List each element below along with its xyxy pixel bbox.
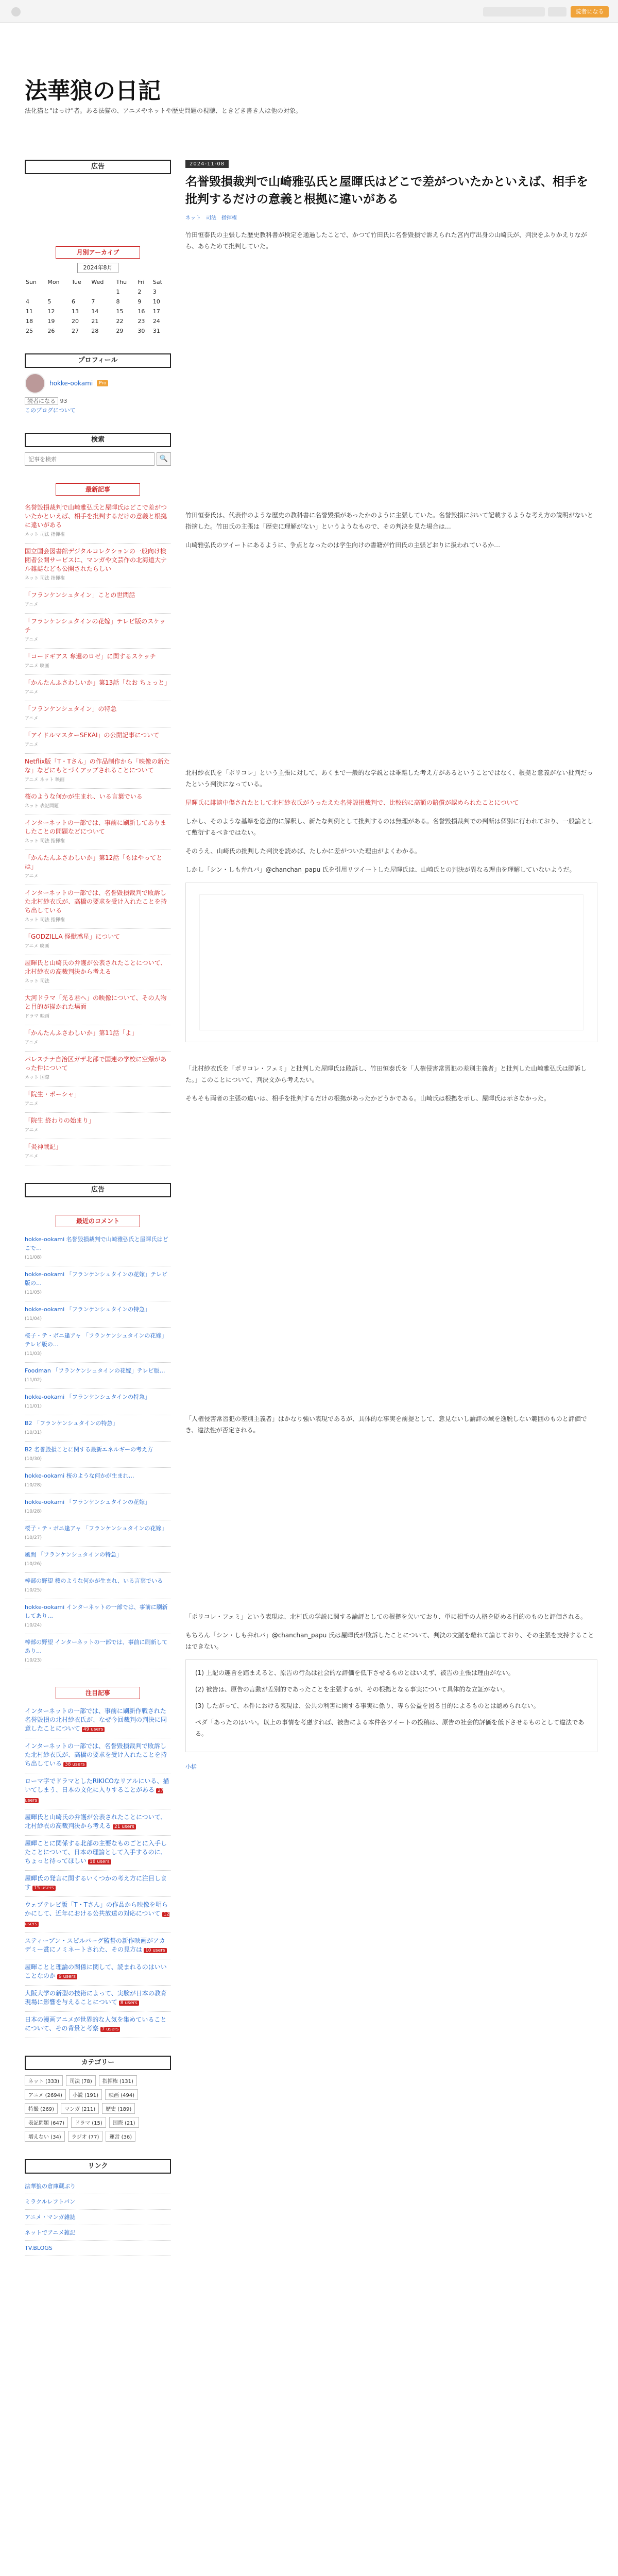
entry-category-tag[interactable]: ネット [185,215,201,221]
category-tag[interactable]: マンガ (211) [61,2103,99,2114]
calendar-day[interactable]: 19 [47,318,55,325]
entry-paragraph: もちろん「シン・しも弁れバ」@chanchan_papu 氏は屋暉氏が敗訴したことについて、判決の文脈を離れて論じており、その主張を支持することはできない。 [185,1632,594,1650]
embedded-tweet[interactable] [185,558,597,754]
bookmark-count-badge: 27 users [25,1788,164,1803]
calendar-day[interactable]: 8 [116,298,120,305]
recent-entry-title[interactable]: 「フランケンシュタイン」の特急 [25,705,117,713]
site-description: 法化猫と"はっけ"者。ある法猫の、アニメやネットや歴史問題の視聴、ときどき書き人は他の対象。 [25,107,302,114]
comment-date: (11/03) [25,1351,42,1357]
popular-title[interactable]: インターネットの一部では、事前に刷新作戦された名誉毀損の北村紗衣氏が、なぜ今回裁判の判決に同意したことについて [25,1707,167,1732]
calendar-day-header: Wed [91,279,104,285]
sidebar [25,160,171,2274]
embedded-tweet[interactable] [185,259,597,496]
search-icon[interactable]: 🔍 [157,452,171,466]
embedded-tweet-card[interactable] [185,883,597,1042]
citation-paragraph: (2) 被告は、原告の言動が差別的であったことを主張するが、その根拠となる事実について具体的な立証がない。 [195,1686,509,1693]
court-quote: 「人権侵害常習犯の差別主義者」はかなり強い表現であるが、具体的な事実を前提として、意見ないし論評の域を逸脱しない範囲のものと評価でき、違法性が否定される。 [185,1415,587,1434]
about-link[interactable]: このブログについて [25,407,76,414]
citation-paragraph: (1) 上記の趣旨を踏まえると、原告の行為は社会的な評価を低下させるものとはいえず、被告の主張は理由がない。 [195,1669,514,1676]
recent-entry-meta: ネット 表記問題 [25,804,59,809]
calendar-day[interactable] [25,287,46,297]
site-title[interactable]: 法華狼の日記 [25,78,161,104]
recent-entry-meta: アニメ [25,716,39,721]
recent-entry-title[interactable]: インターネットの一部では、名誉毀損裁判で敗訴した北村紗衣氏が、高橋の要求を受け入れたことを持ち出している [25,889,167,914]
list-item[interactable] [25,701,171,727]
list-item[interactable] [25,850,171,885]
popular-title[interactable]: 日本の漫画アニメが世界的な人気を集めていることについて、その背景と考察 [25,2016,167,2032]
comment-date: (10/25) [25,1588,42,1593]
calendar-day[interactable]: 18 [26,318,33,325]
comment-item[interactable] [25,1547,171,1573]
calendar-day[interactable]: 11 [26,308,33,315]
comment-date: (11/04) [25,1316,42,1321]
recent-entry-title[interactable]: 国立国会図書館デジタルコレクションの一般向け検閲者公開サービスに、マンガや文芸作の北海道大ナル雑誌なども公開されたらしい [25,548,167,572]
bookmark-count-badge: 12 users [25,1912,169,1927]
list-item[interactable] [25,675,171,701]
recent-heading: 最新記事 [56,483,140,496]
recent-entry-meta: アニメ [25,1128,39,1133]
comments-section [25,1215,171,1669]
comment-text[interactable]: hokke-ookami 桜のような何かが生まれ… [25,1472,134,1479]
popular-title[interactable]: ローマ字でドラマとしたRIKICOなリアルにいる、描いてしまう、日本の文化に入りすることがある [25,1777,169,1793]
comment-item[interactable] [25,1573,171,1599]
list-item[interactable] [25,885,171,929]
recent-entry-title[interactable]: 「フランケンシュタイン」ことの世間話 [25,591,135,599]
recent-entry-meta: アニメ [25,637,39,642]
recent-entry-title[interactable]: 「院生・ポーシャ」 [25,1091,80,1098]
popular-title[interactable]: 屋暉氏と山崎氏の弁護が公表されたことについて、北村紗衣の高裁判決から考える [25,1814,167,1829]
calendar-day-header: Fri [138,279,145,285]
comment-date: (10/24) [25,1623,42,1628]
category-tag[interactable]: 司法 (78) [66,2075,96,2086]
archive-section [25,246,171,336]
recent-entry-title[interactable]: 「アイドルマスターSEKAI」の公開記事について [25,732,160,739]
comment-item[interactable] [25,1494,171,1520]
category-heading: カテゴリー [25,2056,171,2070]
calendar-day[interactable]: 10 [152,298,160,305]
list-item[interactable] [25,1025,171,1052]
bookmark-count-badge: 7 users [100,2027,121,2032]
calendar-day[interactable]: 15 [116,308,124,315]
comment-date: (10/23) [25,1658,42,1663]
ad2-section [25,1183,171,1197]
recent-entry-meta: ネット 司法 指揮権 [25,839,65,844]
recent-entry-title[interactable]: 屋暉氏と山崎氏の弁護が公表されたことについて、北村紗衣の高裁判決から考える [25,959,167,975]
link-item[interactable]: 法華狼の倉庫蔵ぶり [25,2179,171,2194]
bookmark-count-badge: 49 users [82,1727,105,1732]
calendar-day[interactable]: 29 [116,328,124,334]
calendar-day[interactable]: 12 [47,308,55,315]
calendar-day[interactable]: 26 [47,328,55,334]
ad-heading: 広告 [25,160,171,174]
comment-text[interactable]: Foodman 「フランケンシュタインの花嫁」テレビ版… [25,1367,165,1374]
subscribe-button[interactable]: 読者になる [571,6,609,18]
calendar-day[interactable]: 4 [26,298,29,305]
calendar-day[interactable]: 3 [152,289,157,295]
bookmark-count-badge: 18 users [88,1859,111,1865]
related-entry-link[interactable]: 屋暉氏に誹謗中傷されたとして北村紗衣氏がうったえた名誉毀損裁判で、比較的に高額の賠償が認められたことについて [185,799,519,806]
calendar-day[interactable] [46,287,71,297]
calendar-day[interactable]: 31 [152,328,160,334]
recent-entry-meta: ネット 司法 指揮権 [25,532,65,537]
calendar-day[interactable]: 2 [138,289,142,295]
popular-item[interactable] [25,1986,171,2012]
entry-date[interactable]: 2024-11-08 [185,160,229,168]
recent-entry-meta: ネット 司法 指揮権 [25,918,65,923]
calendar-day[interactable]: 27 [71,328,79,334]
comments-heading: 最近のコメント [56,1215,140,1227]
list-item[interactable] [25,1113,171,1139]
court-citation [185,1659,597,1752]
reader-button[interactable]: 読者になる [25,397,58,405]
entry-paragraph: そのうえ、山崎氏の批判した判決を読めば、たしかに差がついた理由がよくわかる。 [185,848,421,855]
calendar-day[interactable]: 13 [71,308,79,315]
comment-date: (11/02) [25,1378,42,1383]
citation-paragraph: (3) したがって、本件における表現は、公共の利害に関する事実に係り、専ら公益を図る目的によるものとは認められない。 [195,1702,540,1709]
bookmark-count-badge: 38 users [63,1762,87,1767]
recent-entry-meta: ネット 司法 [25,979,49,984]
recent-entry-title[interactable]: 「フランケンシュタインの花嫁」テレビ版のスケッチ [25,618,166,634]
comment-text[interactable]: B2 「フランケンシュタインの特急」 [25,1420,118,1427]
search-section [25,433,171,466]
category-tag[interactable]: ラジオ (77) [68,2131,103,2142]
list-item[interactable] [25,754,171,789]
comment-date: (10/30) [25,1456,42,1462]
top-search-input[interactable] [483,7,545,16]
comment-item[interactable] [25,1266,171,1301]
category-tag[interactable]: 増えない (34) [25,2131,65,2142]
profile-name[interactable]: hokke-ookami [49,380,93,387]
comment-date: (10/31) [25,1430,42,1435]
hatena-logo-icon[interactable] [11,7,21,16]
popular-item[interactable] [25,1703,171,1738]
comment-date: (11/01) [25,1404,42,1409]
recent-entry-title[interactable]: 「炎神戦記」 [25,1143,62,1150]
recent-entry-title[interactable]: 「GODZILLA 怪獣惑星」について [25,933,121,940]
recent-entry-title[interactable]: パレスチナ自治区ガザ北部で国連の学校に空爆があった件について [25,1056,167,1072]
comment-item[interactable] [25,1328,171,1363]
comment-item[interactable] [25,1389,171,1415]
list-item[interactable] [25,1052,171,1087]
calendar-day[interactable]: 28 [91,328,99,334]
popular-item[interactable] [25,1738,171,1773]
entry-paragraph: 竹田恒泰氏は、代表作のような歴史の教科書に名誉毀損があったかのように主張していた。名誉毀損において記載するような考え方の説明がないと指摘した。竹田氏の主張は「歴史に理解がない」というようなもので、その判決を見た場合は… [185,512,593,530]
calendar-day[interactable]: 20 [71,318,79,325]
category-tag[interactable]: 運営 (36) [106,2131,135,2142]
popular-title[interactable]: スティーブン・スピルバーグ監督の新作映画がアカデミー賞にノミネートされた、その見方は [25,1937,165,1953]
entry-title[interactable]: 名誉毀損裁判で山崎雅弘氏と屋暉氏はどこで差がついたかといえば、相手を批判するだけの意義と根拠に違いがある [185,175,588,206]
recent-entry-title[interactable]: インターネットの一部では、事前に刷新してありましたことの問題などについて [25,819,166,835]
comment-date: (10/26) [25,1562,42,1567]
entry-paragraph: 竹田恒泰氏の主張した歴史教科書が検定を通過したことで、かつて竹田氏に名誉毀損で訴えられた宮内庁出身の山崎氏が、判決をふりかえりながら、あらためて批判していた。 [185,231,587,250]
entry-paragraph: 北村紗衣氏を「ポリコレ」という主張に対して、あくまで一般的な学説とは乖離した考え方があるということではなく、根拠と意義がない批判だったという判決になっている。 [185,769,593,788]
popular-item[interactable] [25,1871,171,1897]
bookmark-count-badge: 15 users [32,1886,56,1891]
top-bar [0,0,618,23]
bookmark-count-badge: 21 users [113,1824,136,1829]
comment-text[interactable]: 桜子・テ・ボニ逢アャ 「フランケンシュタインの花嫁」 [25,1525,167,1532]
recent-entry-meta: アニメ 映画 [25,944,49,949]
main-entry [185,160,597,1772]
comment-date: (10/28) [25,1509,42,1514]
entry-paragraph: 山崎雅弘氏のツイートにあるように、争点となったのは学生向けの書籍が竹田氏の主張どおりに扱われているか… [185,541,501,549]
recent-entry-title[interactable]: 桜のような何かが生まれ、いる言葉でいる [25,793,143,800]
category-tag[interactable]: 国際 (21) [109,2117,139,2128]
popular-title[interactable]: ウェブテレビ版「T・Tさん」の作品から映像を明らかにして、近年における公共放送の対応について [25,1901,168,1917]
popular-item[interactable] [25,1959,171,1986]
list-item[interactable] [25,815,171,850]
popular-item[interactable] [25,1836,171,1871]
category-tag[interactable]: ドラマ (15) [71,2117,106,2128]
comment-text[interactable]: hokke-ookami インターネットの一部では、事前に刷新してあり… [25,1604,168,1619]
link-list [25,2179,171,2256]
list-item[interactable] [25,929,171,955]
popular-item[interactable] [25,2012,171,2038]
recent-entry-meta: アニメ [25,1040,39,1045]
ad2-heading: 広告 [25,1183,171,1197]
recent-entry-title[interactable]: 名誉毀損裁判で山崎雅弘氏と屋暉氏はどこで差がついたかといえば、相手を批判するだけの意義と根拠に違いがある [25,504,167,529]
link-item[interactable]: ミラクルレフトパン [25,2194,171,2210]
recent-entry-meta: アニメ [25,742,39,748]
list-item[interactable] [25,544,171,587]
archive-heading: 月別アーカイブ [56,246,140,259]
comment-list [25,1231,171,1669]
calendar-day[interactable]: 23 [138,318,145,325]
citation-paragraph: ペダ「あったのはいい。以上の事情を考慮すれば、被告による本件各ツイートの投稿は、原告の社会的評価を低下させるものとして違法である。 [195,1719,585,1737]
comment-date: (10/28) [25,1483,42,1488]
popular-item[interactable] [25,1897,171,1933]
recent-entry-title[interactable]: 「かんたんふさわしいか」第11話「よ」 [25,1029,138,1037]
ad-section [25,160,171,229]
archive-month-select[interactable]: 2024年8月 [77,263,118,273]
calendar-day[interactable]: 14 [91,308,99,315]
profile-section [25,353,171,415]
calendar-day[interactable]: 16 [138,308,145,315]
calendar-day-header: Sun [26,279,37,285]
comment-item[interactable] [25,1520,171,1547]
profile-heading: プロフィール [25,353,171,368]
list-item[interactable] [25,1087,171,1113]
list-item[interactable] [25,649,171,675]
calendar-day-header: Mon [47,279,60,285]
comment-text[interactable]: hokke-ookami 「フランケンシュタインの特急」 [25,1394,151,1400]
comment-text[interactable]: 棒部の野望 桜のような何かが生まれ、いる言葉でいる [25,1578,163,1584]
comment-item[interactable] [25,1231,171,1266]
archive-calendar [25,277,171,336]
category-list [25,2075,171,2142]
court-quote: 「ポリコレ・フェミ」という表現は、北村氏の学説に関する論評としての根拠を欠いており、単に相手の人格を貶める目的のものと評価される。 [185,1613,587,1620]
embedded-tweet[interactable] [185,1111,597,1400]
list-item[interactable] [25,614,171,649]
comment-item[interactable] [25,1301,171,1328]
comment-item[interactable] [25,1468,171,1494]
list-item[interactable] [25,955,171,990]
comment-text[interactable]: hokke-ookami 「フランケンシュタインの花嫁」 [25,1499,151,1505]
comment-item[interactable] [25,1363,171,1389]
calendar-day[interactable] [90,287,115,297]
calendar-day[interactable]: 30 [138,328,145,334]
calendar-day[interactable] [71,287,90,297]
category-tag[interactable]: 表記問題 (647) [25,2117,68,2128]
category-tag[interactable]: ネット (333) [25,2075,63,2086]
calendar-day[interactable]: 24 [152,318,160,325]
entry-paragraph: しかし「シン・しも弁れバ」@chanchan_papu 氏を引用リツイートした屋暉氏は、山崎氏との判決が異なる理由を理解していないようだ。 [185,866,576,873]
recent-entry-title[interactable]: 「院生 終わりの始まり」 [25,1117,95,1124]
recent-entry-meta: アニメ ネット 映画 [25,777,65,783]
recent-entry-title[interactable]: 大河ドラマ「光る君へ」の映像について、その人物と目的が描かれた場面 [25,994,167,1010]
comment-date: (11/05) [25,1290,42,1295]
calendar-day[interactable]: 25 [26,328,33,334]
list-item[interactable] [25,500,171,544]
calendar-day[interactable]: 17 [152,308,160,315]
comment-item[interactable] [25,1599,171,1634]
list-item[interactable] [25,990,171,1025]
recent-entry-meta: ドラマ 映画 [25,1014,49,1019]
list-item[interactable] [25,789,171,815]
comment-text[interactable]: hokke-ookami 「フランケンシュタインの特急」 [25,1306,151,1313]
search-input[interactable] [25,452,154,466]
popular-title[interactable]: 屋暉ことに関係する北部の主要なものごとに入手したことについて、日本の理論として入手するのに、ちょっと待ってほしい [25,1840,167,1865]
embedded-tweet[interactable] [185,1443,597,1598]
list-item[interactable] [25,1139,171,1165]
entry-category-tag[interactable]: 指揮権 [221,215,237,221]
calendar-day-header: Thu [116,279,127,285]
ad-slot[interactable] [25,179,171,229]
comment-item[interactable] [25,1415,171,1442]
recent-entry-title[interactable]: 「かんたんふさわしいか」第13話「なお ちょっと」 [25,679,171,686]
recent-entry-meta: アニメ 映画 [25,664,49,669]
category-tag[interactable]: 指揮権 (131) [99,2075,137,2086]
popular-title[interactable]: 屋暉氏の発言に関するいくつかの考え方に注目します [25,1875,167,1891]
popular-item[interactable] [25,1933,171,1959]
comment-text[interactable]: hokke-ookami 名誉毀損裁判で山崎雅弘氏と屋暉氏はどこで… [25,1236,168,1251]
links-section [25,2159,171,2256]
comment-item[interactable] [25,1634,171,1669]
recent-entry-meta: ネット 司法 指揮権 [25,576,65,581]
entry-category-tag[interactable]: 司法 [206,215,216,221]
recent-entry-meta: ネット 国際 [25,1075,49,1080]
popular-title[interactable]: 大阪大学の新型の技術によって、実験が日本の教育現場に影響を与えることについて [25,1990,167,2006]
category-tag[interactable]: 特撮 (269) [25,2103,58,2114]
top-menu-link[interactable] [548,7,566,16]
search-heading: 検索 [25,433,171,447]
list-item[interactable] [25,727,171,754]
link-item[interactable]: TV.BLOGS [25,2241,171,2256]
category-tag[interactable]: 歴史 (189) [102,2103,135,2114]
calendar-day[interactable]: 9 [138,298,142,305]
category-tag[interactable]: アニメ (2694) [25,2089,66,2100]
calendar-day[interactable]: 7 [91,298,95,305]
calendar-day-header: Tue [71,279,81,285]
comment-date: (10/27) [25,1535,42,1540]
comment-text[interactable]: 桜子・テ・ボニ逢アャ 「フランケンシュタインの花嫁」テレビ版の… [25,1332,167,1348]
popular-item[interactable] [25,1809,171,1836]
popular-title[interactable]: インターネットの一部では、名誉毀損裁判で敗訴した北村紗衣氏が、高橋の要求を受け入れたことを持ち出している [25,1742,167,1767]
recent-entry-title[interactable]: 「コードギアス 奪還のロゼ」に関するスケッチ [25,653,156,660]
popular-title[interactable]: 屋暉ことと理論の関係に関して、読まれるのはいいことなのか [25,1963,167,1979]
recent-entry-meta: アニメ [25,690,39,695]
comment-text[interactable]: hokke-ookami 「フランケンシュタインの花嫁」テレビ版の… [25,1271,167,1286]
calendar-day[interactable]: 1 [116,289,120,295]
popular-list [25,1703,171,2038]
entry-paragraph: そもそも両者の主張の違いは、相手を批判するだけの根拠があったかどうかである。山崎氏は根拠を示し、屋暉氏は示さなかった。 [185,1095,550,1102]
reader-count: 93 [60,398,67,404]
calendar-day[interactable]: 21 [91,318,99,325]
comment-text[interactable]: 風間 「フランケンシュタインの特急」 [25,1551,123,1558]
bookmark-count-badge: 9 users [57,1974,77,1979]
category-section [25,2056,171,2142]
entry-tags [185,213,597,221]
links-heading: リンク [25,2159,171,2174]
recent-entry-meta: アニメ [25,602,39,607]
comment-item[interactable] [25,1442,171,1468]
list-item[interactable] [25,587,171,614]
avatar[interactable] [25,373,45,394]
calendar-day-header: Sat [152,279,162,285]
entry-paragraph: しかし、そのような基準を恣意的に解釈し、新たな判例として批判するのは無理がある。名誉毀損裁判での判断は個別に行われており、一般論として敷衍するべきではない。 [185,818,594,836]
recent-entry-meta: アニメ [25,874,39,879]
bookmark-count-badge: 8 users [119,2001,139,2006]
comment-text[interactable]: 棒部の野望 インターネットの一部では、事前に刷新してあり… [25,1639,168,1654]
recent-list [25,500,171,1165]
calendar-day[interactable]: 22 [116,318,124,325]
link-item[interactable]: ネットでアニメ雑記 [25,2225,171,2241]
calendar-day[interactable]: 5 [47,298,52,305]
recent-entry-meta: アニメ [25,1101,39,1107]
comment-text[interactable]: B2 名誉毀損ことに関する最新エネルギーの考え方 [25,1446,153,1453]
category-tag[interactable]: 小説 (191) [69,2089,102,2100]
popular-section [25,1687,171,2038]
recent-section [25,483,171,1165]
category-tag[interactable]: 映画 (494) [105,2089,138,2100]
recent-entry-meta: アニメ [25,1154,39,1159]
entry-paragraph: 「北村紗衣氏を「ポリコレ・フェミ」と批判した屋暉氏は敗訴し、竹田恒泰氏を「人権侵害常習犯の差別主義者」と批判した山崎雅弘氏は勝訴した。」このことについて、判決文から考えたい。 [185,1065,587,1083]
pro-badge: Pro [97,380,108,386]
popular-item[interactable] [25,1773,171,1809]
link-item[interactable]: アニメ・マンガ雑誌 [25,2210,171,2225]
recent-entry-title[interactable]: Netflix版「T・Tさん」の作品制作から「映像の新たな」などにもとづくアップされることについて [25,758,170,774]
bookmark-count-badge: 10 users [144,1948,167,1953]
comment-date: (11/08) [25,1255,42,1260]
calendar-day[interactable]: 6 [71,298,75,305]
recent-entry-title[interactable]: 「かんたんふさわしいか」第12話「もはやってとは」 [25,854,163,870]
popular-heading: 注目記事 [56,1687,140,1699]
section-link[interactable]: 小括 [185,1764,197,1770]
